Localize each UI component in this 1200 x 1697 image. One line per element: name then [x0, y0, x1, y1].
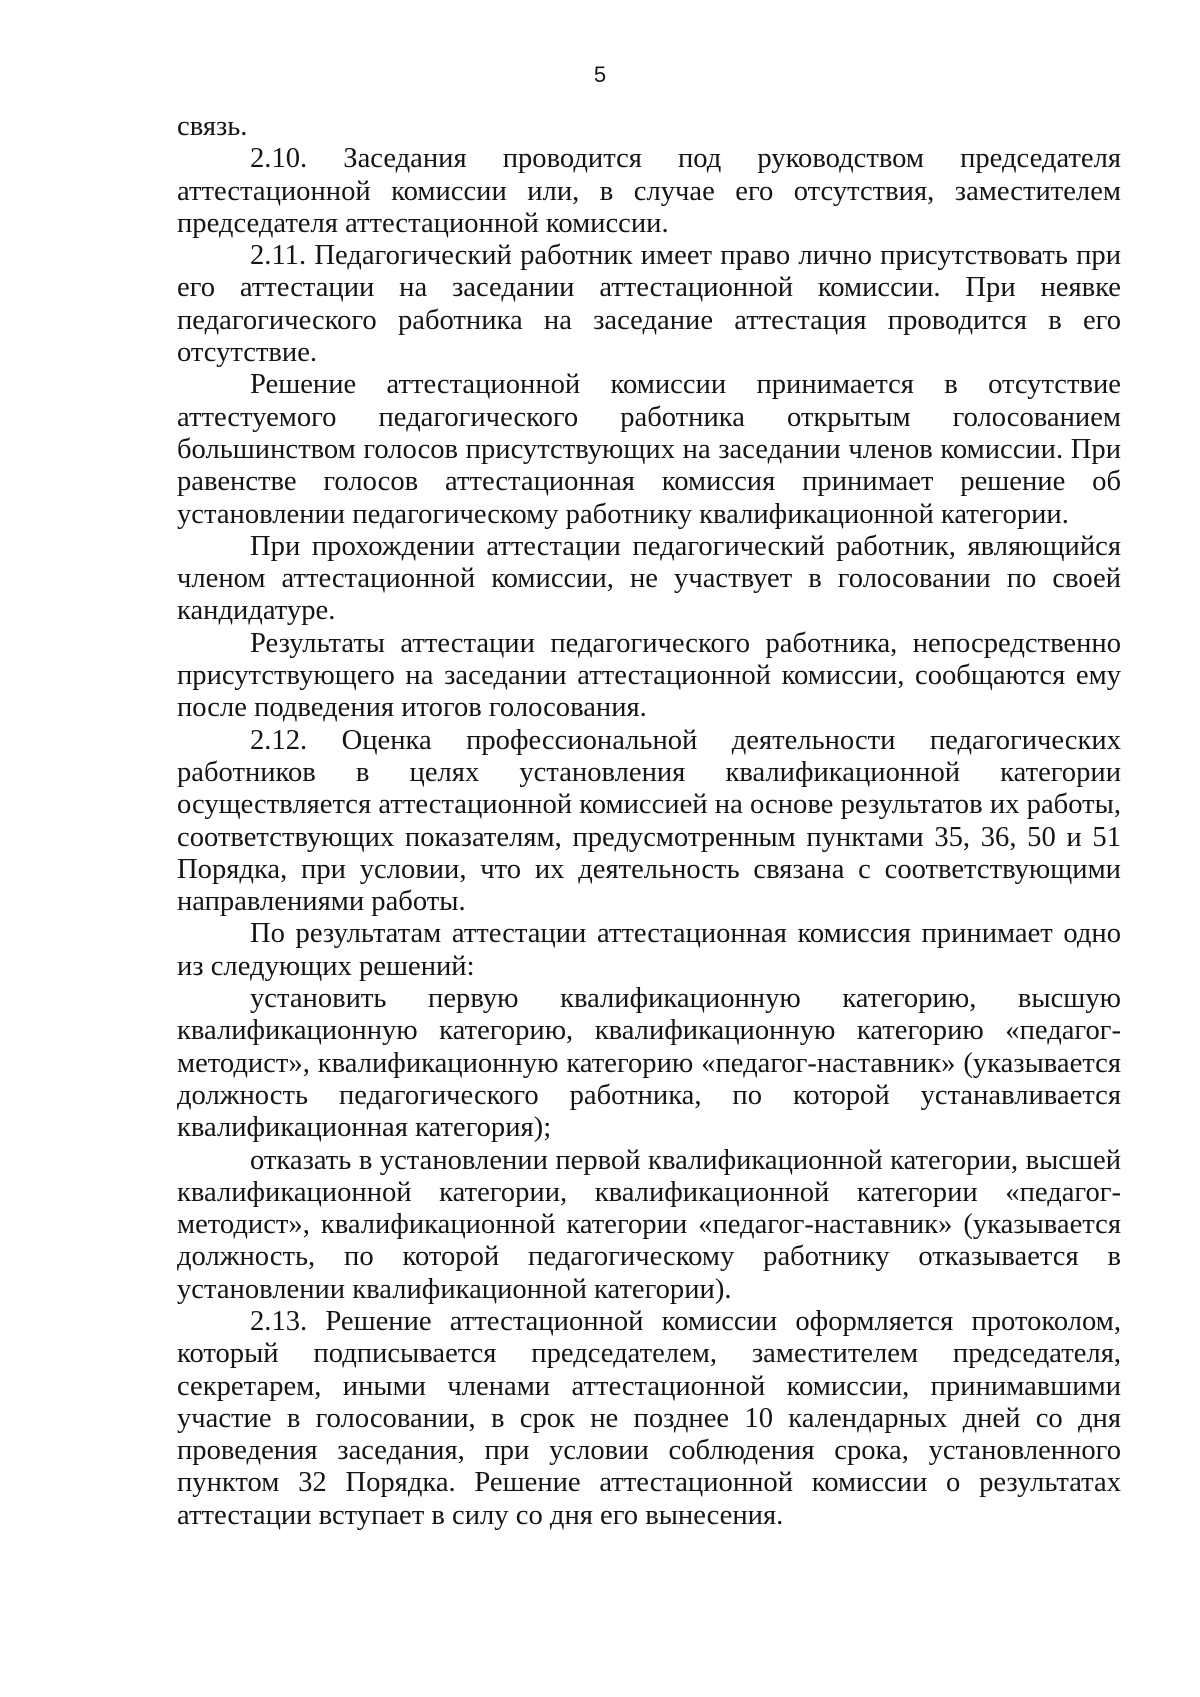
paragraph-decision-absence: Решение аттестационной комиссии принимается в отсутствие аттестуемого педагогического работника открытым голосованием большинством голосов присутствующих на заседании членов комиссии. При равенстве голосов аттестационная комиссия принимает решение об установлении педагогическому работнику квалификационной категории.: [177, 369, 1121, 530]
page-number: 5: [593, 62, 607, 87]
paragraph-results-notification: Результаты аттестации педагогического работника, непосредственно присутствующего на заседании аттестационной комиссии, сообщаются ему после подведения итогов голосования.: [177, 627, 1121, 724]
paragraph-member-voting: При прохождении аттестации педагогический работник, являющийся членом аттестационной комиссии, не участвует в голосовании по своей кандидатуре.: [177, 530, 1121, 627]
paragraph-2-10: 2.10. Заседания проводится под руководством председателя аттестационной комиссии или, в случае его отсутствия, заместителем председателя аттестационной комиссии.: [177, 143, 1121, 239]
paragraph-2-13: 2.13. Решение аттестационной комиссии оформляется протоколом, который подписывается председателем, заместителем председателя, секретарем, иными членами аттестационной комиссии, принимавшими участие в голосовании, в срок не позднее 10 календарных дней со дня проведения заседания, при условии соблюдения срока, установленного пунктом 32 Порядка. Решение аттестационной комиссии о результатах аттестации вступает в силу со дня его вынесения.: [177, 1305, 1121, 1531]
paragraph-decisions-intro: По результатам аттестации аттестационная комиссия принимает одно из следующих решений:: [177, 918, 1121, 982]
paragraph-decision-refuse: отказать в установлении первой квалификационной категории, высшей квалификационной категории, квалификационной категории «педагог-методист», квалификационной категории «педагог-наставник» (указывается должность, по которой педагогическому работнику отказывается в установлении квалификационной категории).: [177, 1144, 1121, 1305]
document-body: [177, 111, 1121, 1532]
paragraph-2-12: 2.12. Оценка профессиональной деятельности педагогических работников в целях установления квалификационной категории осуществляется аттестационной комиссией на основе результатов их работы, соответствующих показателям, предусмотренным пунктами 35, 36, 50 и 51 Порядка, при условии, что их деятельность связана с соответствующими направлениями работы.: [177, 724, 1121, 918]
paragraph-decision-establish: установить первую квалификационную категорию, высшую квалификационную категорию, квалификационную категорию «педагог-методист», квалификационную категорию «педагог-наставник» (указывается должность педагогического работника, по которой устанавливается квалификационная категория);: [177, 983, 1121, 1144]
paragraph-2-11: 2.11. Педагогический работник имеет право лично присутствовать при его аттестации на заседании аттестационной комиссии. При неявке педагогического работника на заседание аттестация проводится в его отсутствие.: [177, 240, 1121, 369]
paragraph-continuation: связь.: [177, 111, 248, 142]
